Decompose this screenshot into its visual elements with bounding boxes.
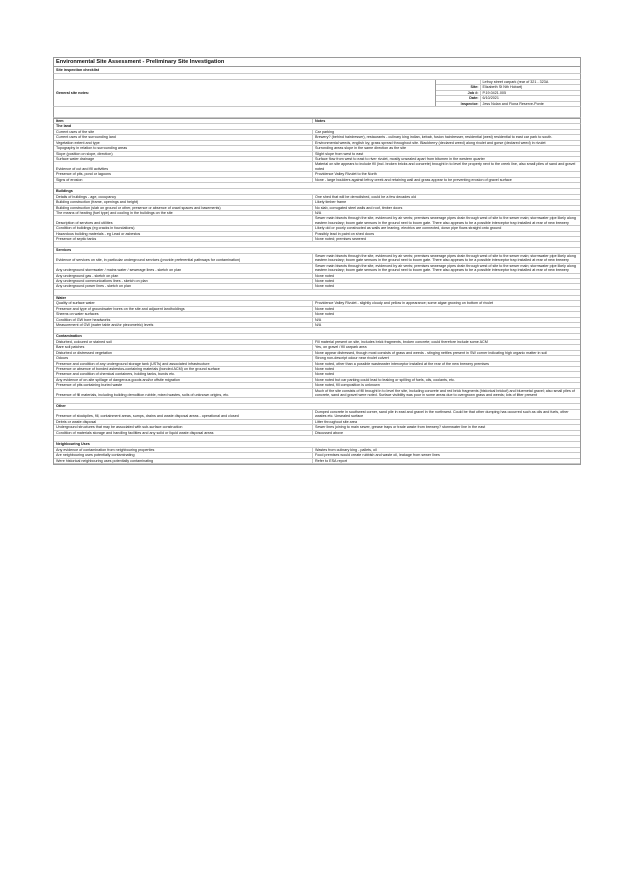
checklist-row [54,410,580,420]
checklist-item-text: Presence of stockpiles, fill, containment areas, sumps, drains and waste disposal areas - operational and closed [56,414,239,419]
checklist-item-text: Are neighbouring uses potentially contaminating [56,453,135,458]
checklist-item-text: Presence of septic tanks [56,236,97,241]
checklist-item-text: Any underground gas - sketch on plan [56,273,119,278]
checklist-item-text: Presence or absence of bonded asbestos-containing materials (bonded ACM) on the ground surface [56,367,220,372]
checklist-notes: Providence Valley Rivulet - slightly cloudy and yellow in appearance; some algae growing on bottom of rivulet [312,301,580,305]
site-detail-value: Jess Nolan and Fiona Reserve-Ponte [482,101,544,106]
checklist-item-text: Building construction (frame, openings and height) [56,200,139,205]
checklist-item [54,264,312,273]
checklist-notes: Environmental weeds, english ivy, grass spread throughout site. Blackberry (declared weed) along rivulet and gorse (declared weed) in rivulet [312,141,580,145]
checklist-item [54,141,312,145]
checklist-notes: Litter throughout site area [312,420,580,424]
checklist-item-text: Disturbed or distressed vegetation [56,350,112,355]
checklist-item-text: Current uses of the surrounding land [56,135,116,140]
checklist-item [54,195,312,199]
checklist-notes: No slab, corrugated steel walls and roof, timber doors [312,206,580,210]
checklist-item [54,425,312,429]
checklist-row [54,459,580,464]
checklist-item-text: Underground structures that may be associated with sub-surface construction [56,425,183,430]
checklist-item [54,135,312,139]
site-detail-label: Site: [436,85,481,89]
checklist-notes: None noted [312,284,580,288]
checklist-notes: Strong non-descript odour near rivulet culvert [312,356,580,360]
site-detail-value: P.19.0421.005 [482,90,507,95]
checklist-item-text: Presence of pits, pond or lagoons [56,172,111,177]
checklist-item [54,152,312,156]
checklist-notes: Sewer main bisects through the site, evidenced by air vents; premises sewerage pipes drain through west of site to the sewer main; stormwater pipe likely along eastern boundary; boom gate sensors in the ground next to boom gate. There also appears to be a possible interceptor trap installed at rear of new brewery [312,216,580,225]
section-title: Buildings [54,189,580,195]
checklist-item-text: Odours [56,356,69,361]
checklist-notes: Providence Valley Rivulet to the North [312,172,580,176]
checklist-notes: N/A [312,211,580,215]
site-detail-label [436,80,481,84]
checklist-item-text: Bare soil patches [56,345,85,350]
checklist-item-text: Quality of surface water [56,301,95,306]
checklist-item-text: Sheens on water surfaces [56,312,99,317]
checklist-item-text: Any underground stormwater / mains water / sewerage lines - sketch on plan [56,268,182,273]
checklist-notes: Likely old or poorly constructed as walls are leaning, electrics are connected, down pipe flows straight onto ground [312,226,580,230]
checklist-row [54,254,580,264]
checklist-item [54,232,312,236]
checklist-item-text: Presence of fill materials, including building demolition rubble, mixed wastes, soils of unknown origins, etc. [56,393,230,398]
checklist-notes: Fill material present on site, includes brick fragments, broken concrete; could therefore include some ACM [312,340,580,344]
checklist-item [54,307,312,311]
checklist-item-text: Building construction (slab on ground or other, presence or absence of crawl spaces and basements) [56,205,221,210]
checklist-item [54,459,312,463]
checklist-item [54,237,312,241]
checklist-notes: None noted [312,274,580,278]
checklist-row [54,216,580,226]
checklist-item-text: Any evidence of on-site spillage of dangerous goods and/or offsite migration [56,377,180,382]
checklist-item [54,301,312,305]
checklist-notes: Likely timber frame [312,200,580,204]
checklist-item-text: Slope (position on slope, direction) [56,151,113,156]
checklist-item [54,372,312,376]
checklist-item-text: Description of services and utilities [56,220,113,225]
checklist-sheet [53,57,581,465]
document-title: Environmental Site Assessment - Preliminary Site Investigation [53,57,581,67]
checklist-notes: Wastes from culinary king - pallets, oil [312,448,580,452]
checklist-item [54,284,312,288]
checklist-notes: Refer to ESA report [312,459,580,463]
checklist-item [54,146,312,150]
checklist-item [54,157,312,161]
checklist-notes: N/A [312,318,580,322]
checklist-item-text: Measurement of GW (water table and/or piezometric) levels [56,323,154,327]
checklist-row [54,264,580,274]
site-detail-value: Elizabeth St Nth Hobart) [482,85,523,90]
checklist-notes: Food premises would create rubbish and waste oil, leakage from sewer lines [312,453,580,457]
checklist-notes: Surface flow from west to east to river rivulet, mostly unsealed apart from bitumen in the western quarter [312,157,580,161]
checklist-item [54,226,312,230]
checklist-item-text: Debris or waste disposal [56,419,97,424]
checklist-item-text: Condition of GW bore headworks [56,317,111,322]
checklist-item-text: Condition of materials storage and handling facilities and any solid or liquid waste disposal areas [56,430,214,435]
checklist-notes: Possibly lead in paint on shed doors [312,232,580,236]
checklist-notes: Discussed above [312,431,580,435]
checklist-item [54,172,312,176]
site-detail-row [436,102,580,106]
checklist-notes: None noted [312,372,580,376]
checklist-item-text: Presence of pits containing buried waste [56,383,123,388]
checklist-notes: Yes, on gravel / fill carpark area [312,345,580,349]
checklist-row [54,162,580,172]
checklist-notes: Car parking [312,130,580,134]
checklist-notes: Sewer main bisects through the site, evidenced by air vents; premises sewerage pipes drain through west of site to the sewer main; stormwater pipe likely along eastern boundary; boom gate sensors in the ground next to boom gate. There also appears to be a possible interceptor trap installed at rear of new brewery [312,264,580,273]
checklist-item [54,318,312,322]
checklist-item [54,254,312,263]
checklist-notes: None noted [312,312,580,316]
checklist-notes: None noted but car parking could lead to leaking or spilling of fuels, oils, coolants, etc. [312,378,580,382]
checklist-item [54,367,312,371]
checklist-notes: None appear distressed, though most consists of grass and weeds - stinging nettles present in SW corner indicating high organic matter in soil [312,351,580,355]
site-details-table [435,80,580,106]
checklist-item-text: Topography in relation to surrounding areas [56,146,128,151]
spacer [53,107,581,118]
checklist-item [54,383,312,387]
section-title: The land [54,124,580,130]
checklist-item [54,340,312,344]
checklist-item [54,351,312,355]
column-header-notes: Notes [312,119,580,123]
checklist-item-text: Presence and condition of any underground storage tank (USTs) and associated infrastructure [56,361,210,366]
checklist-item-text: Were historical neighbouring uses potentially contaminating [56,458,154,463]
site-detail-label: Date: [436,96,481,100]
checklist-item-text: Any underground communications lines - sketch on plan [56,278,148,283]
checklist-notes: None noted, other than a possible wastewater interceptor installed at the rear of the new brewery premises [312,362,580,366]
site-detail-value: Lefroy street carpark (rear of 321 - 323A [482,80,549,84]
checklist-item [54,345,312,349]
checklist-item-text: Evidence of services on site, in particular underground services (provide preferential pathways for contamination) [56,258,241,263]
document-subtitle: Site inspection checklist [53,67,581,74]
section-title: Other [54,404,580,410]
general-site-notes [53,80,581,107]
checklist-item [54,453,312,457]
checklist-item-text: Presence and type of groundwater bores on the site and adjacent landholdings [56,306,185,311]
checklist-item [54,410,312,419]
checklist-notes: N/A [312,323,580,327]
checklist-item-text: Condition of buildings (eg cracks in foundations) [56,226,135,231]
checklist-item [54,162,312,171]
checklist-notes: Brewery? (behind hairdresser), restaurants - culinary king indian, kebab, fusion hairdresser, residential (west) residential to east car park to south. [312,135,580,139]
checklist-notes: None noted [312,307,580,311]
checklist-notes: Sewer lines joining to main sewer, grease traps or trade waste from brewery? stormwater line in the east [312,425,580,429]
checklist-notes: None noted [312,279,580,283]
site-detail-value: 6/10/2021 [482,96,499,101]
checklist-notes: Much of the site consists of fill brought in to level the site, including concrete and red brick fragments (historical brickof) and bluemetal gravel; also small piles of concrete, sand and gravel were noted. Surface visibility was poor in some areas due to overgrown grass and weeds; lots of litter present [312,389,580,398]
checklist-item [54,356,312,360]
checklist-notes: None - large boulders against lefroy creek and retaining wall and grass appear to be preventing erosion of gravel surface [312,178,580,182]
checklist-item [54,420,312,424]
checklist-notes: Dumped concrete in southwest corner, sand pile in east and gravel in the northwest. Could be that other dumping has occurred such as oils and fuels, other wastes etc. Unsealed surface [312,410,580,419]
checklist-notes: Sewer main bisects through the site, evidenced by air vents; premises sewerage pipes drain through west of site to the sewer main; stormwater pipe likely along eastern boundary; boom gate sensors in the ground next to boom gate. There also appears to be a possible interceptor trap installed at rear of new brewery [312,254,580,263]
general-notes-label: General site notes: [56,90,90,95]
checklist-item-text: Surface water drainage [56,157,95,162]
checklist-item-text: Vegetation extent and type [56,140,100,145]
section-title: Contamination [54,334,580,340]
section-title: Services [54,248,580,254]
checklist-row [54,389,580,399]
checklist-item [54,312,312,316]
checklist-notes: None noted [312,367,580,371]
checklist-notes: Slight slope from west to east [312,152,580,156]
section-title: Water [54,296,580,302]
checklist-item [54,362,312,366]
checklist-item-text: Hazardous building materials - eg Lead or asbestos [56,231,141,236]
checklist-item [54,431,312,435]
checklist-item-text: Disturbed, coloured or stained soil [56,340,112,344]
checklist-notes: None noted, fill composition is unknown [312,383,580,387]
checklist-table [53,124,581,464]
checklist-notes: Material on site appears to include fill (incl. broken bricks and concrete) brought in to level the property next to the creek line, also small piles of sand and gravel noted [312,162,580,171]
checklist-item [54,200,312,204]
checklist-notes: None noted; premises sewered [312,237,580,241]
checklist-item-text: Any evidence of contamination from neighbouring properties [56,447,155,452]
checklist-item-text: The means of heating (fuel type) and cooling in the buildings on the site [56,210,173,215]
checklist-item [54,178,312,182]
checklist-item-text: Presence and condition of chemical containers, holding tanks, bunds etc. [56,372,176,377]
site-detail-label: Job #: [436,91,481,95]
general-notes-blank [226,80,435,106]
checklist-item [54,211,312,215]
site-detail-label: Inspector: [436,102,481,106]
checklist-notes: One shed that will be demolished, could be a few decades old [312,195,580,199]
checklist-item-text: Current uses of the site [56,130,95,135]
column-header-item: Item [56,119,64,124]
checklist-item [54,206,312,210]
section-title: Neighbouring Uses [54,442,580,448]
checklist-item-text: Signs of erosion [56,177,83,182]
checklist-item [54,130,312,134]
checklist-item-text: Details of buildings - age, occupancy [56,194,117,199]
checklist-item [54,323,312,327]
checklist-item [54,274,312,278]
checklist-item [54,448,312,452]
checklist-item [54,279,312,283]
checklist-item-text: Any underground power lines - sketch on plan [56,284,132,289]
checklist-item [54,378,312,382]
checklist-item-text: Evidence of cut and fill activities [56,166,109,171]
checklist-item [54,389,312,398]
checklist-notes: Surronding areas slope in the same direction as the site [312,146,580,150]
checklist-item [54,216,312,225]
